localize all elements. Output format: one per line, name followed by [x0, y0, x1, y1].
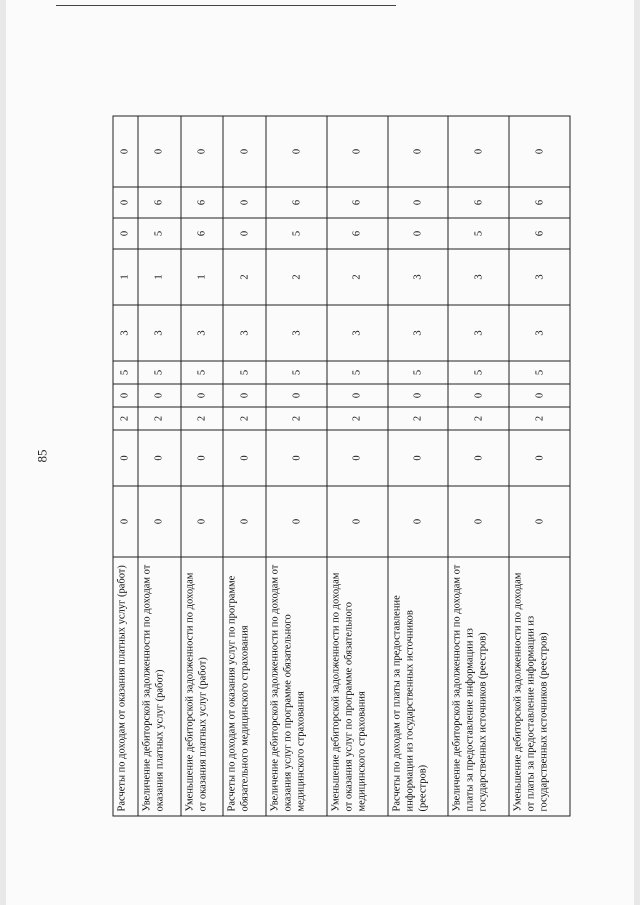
table-row [388, 116, 449, 816]
code-cell: 1 [113, 249, 138, 305]
code-cell: 0 [266, 116, 327, 187]
code-cell: 0 [388, 218, 449, 249]
code-cell: 0 [113, 384, 138, 407]
code-cell: 2 [223, 407, 266, 430]
table-row [223, 116, 266, 816]
code-cell: 0 [509, 116, 570, 187]
code-cell: 0 [113, 187, 138, 218]
code-cell: 0 [223, 187, 266, 218]
code-cell: 0 [448, 116, 509, 187]
table-row [138, 116, 181, 816]
accounts-table [113, 116, 571, 817]
table-row [327, 116, 388, 816]
code-cell: 3 [327, 305, 388, 361]
code-cell: 0 [113, 116, 138, 187]
row-name: Уменьшение дебиторской задолженности по доходам от платы за предоставление информации из государственных источников (реестров) [509, 557, 570, 816]
table-container [97, 131, 555, 812]
top-rule [56, 5, 396, 6]
code-cell: 0 [223, 430, 266, 486]
code-cell: 0 [388, 187, 449, 218]
code-cell: 2 [138, 407, 181, 430]
code-cell: 6 [266, 187, 327, 218]
code-cell: 0 [223, 384, 266, 407]
code-cell: 0 [388, 384, 449, 407]
code-cell: 1 [138, 249, 181, 305]
table-body [113, 116, 570, 816]
code-cell: 3 [181, 305, 224, 361]
code-cell: 0 [181, 430, 224, 486]
code-cell: 5 [138, 361, 181, 384]
code-cell: 5 [138, 218, 181, 249]
row-name: Расчеты по доходам от платы за предоставление информации из государственных источников (реестров) [388, 557, 449, 816]
code-cell: 2 [509, 407, 570, 430]
code-cell: 0 [509, 486, 570, 557]
code-cell: 0 [113, 486, 138, 557]
code-cell: 5 [327, 361, 388, 384]
code-cell: 5 [266, 218, 327, 249]
code-cell: 2 [266, 249, 327, 305]
code-cell: 2 [388, 407, 449, 430]
code-cell: 0 [223, 486, 266, 557]
code-cell: 3 [448, 305, 509, 361]
code-cell: 0 [327, 486, 388, 557]
code-cell: 0 [327, 384, 388, 407]
row-name: Увеличение дебиторской задолженности по доходам от оказания услуг по программе обязательного медицинского страхования [266, 557, 327, 816]
code-cell: 2 [223, 249, 266, 305]
code-cell: 0 [113, 218, 138, 249]
row-name: Расчеты по доходам от оказания услуг по программе обязательного медицинского страхования [223, 557, 266, 816]
code-cell: 6 [138, 187, 181, 218]
code-cell: 2 [327, 249, 388, 305]
table-row [181, 116, 224, 816]
code-cell: 2 [266, 407, 327, 430]
code-cell: 0 [138, 430, 181, 486]
code-cell: 0 [223, 116, 266, 187]
code-cell: 0 [181, 116, 224, 187]
code-cell: 5 [388, 361, 449, 384]
code-cell: 6 [327, 187, 388, 218]
page-number: 85 [34, 449, 50, 463]
row-name: Уменьшение дебиторской задолженности по доходам от оказания платных услуг (работ) [181, 557, 224, 816]
code-cell: 0 [327, 116, 388, 187]
document-page [6, 0, 634, 905]
code-cell: 0 [266, 430, 327, 486]
code-cell: 6 [181, 218, 224, 249]
code-cell: 0 [138, 384, 181, 407]
code-cell: 3 [113, 305, 138, 361]
code-cell: 3 [266, 305, 327, 361]
code-cell: 3 [138, 305, 181, 361]
code-cell: 3 [448, 249, 509, 305]
code-cell: 6 [181, 187, 224, 218]
code-cell: 1 [181, 249, 224, 305]
code-cell: 0 [266, 384, 327, 407]
code-cell: 0 [448, 430, 509, 486]
row-name: Увеличение дебиторской задолженности по доходам от оказания платных услуг (работ) [138, 557, 181, 816]
code-cell: 6 [509, 218, 570, 249]
code-cell: 3 [388, 305, 449, 361]
table-row [509, 116, 570, 816]
code-cell: 3 [223, 305, 266, 361]
code-cell: 5 [448, 361, 509, 384]
code-cell: 0 [388, 486, 449, 557]
code-cell: 5 [266, 361, 327, 384]
code-cell: 0 [138, 116, 181, 187]
code-cell: 5 [113, 361, 138, 384]
code-cell: 0 [388, 116, 449, 187]
table-row [113, 116, 138, 816]
code-cell: 0 [327, 430, 388, 486]
code-cell: 5 [223, 361, 266, 384]
code-cell: 5 [448, 218, 509, 249]
code-cell: 0 [509, 384, 570, 407]
code-cell: 0 [181, 384, 224, 407]
code-cell: 0 [388, 430, 449, 486]
code-cell: 2 [181, 407, 224, 430]
code-cell: 0 [448, 384, 509, 407]
code-cell: 0 [509, 430, 570, 486]
code-cell: 0 [138, 486, 181, 557]
code-cell: 0 [181, 486, 224, 557]
code-cell: 6 [327, 218, 388, 249]
code-cell: 0 [223, 218, 266, 249]
row-name: Увеличение дебиторской задолженности по доходам от платы за предоставление информации из государственных источников (реестров) [448, 557, 509, 816]
code-cell: 6 [448, 187, 509, 218]
code-cell: 5 [181, 361, 224, 384]
row-name: Уменьшение дебиторской задолженности по доходам от оказания услуг по программе обязательного медицинского страхования [327, 557, 388, 816]
code-cell: 3 [388, 249, 449, 305]
code-cell: 5 [509, 361, 570, 384]
code-cell: 2 [113, 407, 138, 430]
code-cell: 0 [113, 430, 138, 486]
table-row [266, 116, 327, 816]
code-cell: 0 [448, 486, 509, 557]
code-cell: 3 [509, 305, 570, 361]
row-name: Расчеты по доходам от оказания платных услуг (работ) [113, 557, 138, 816]
code-cell: 3 [509, 249, 570, 305]
code-cell: 2 [448, 407, 509, 430]
code-cell: 2 [327, 407, 388, 430]
table-row [448, 116, 509, 816]
code-cell: 6 [509, 187, 570, 218]
code-cell: 0 [266, 486, 327, 557]
